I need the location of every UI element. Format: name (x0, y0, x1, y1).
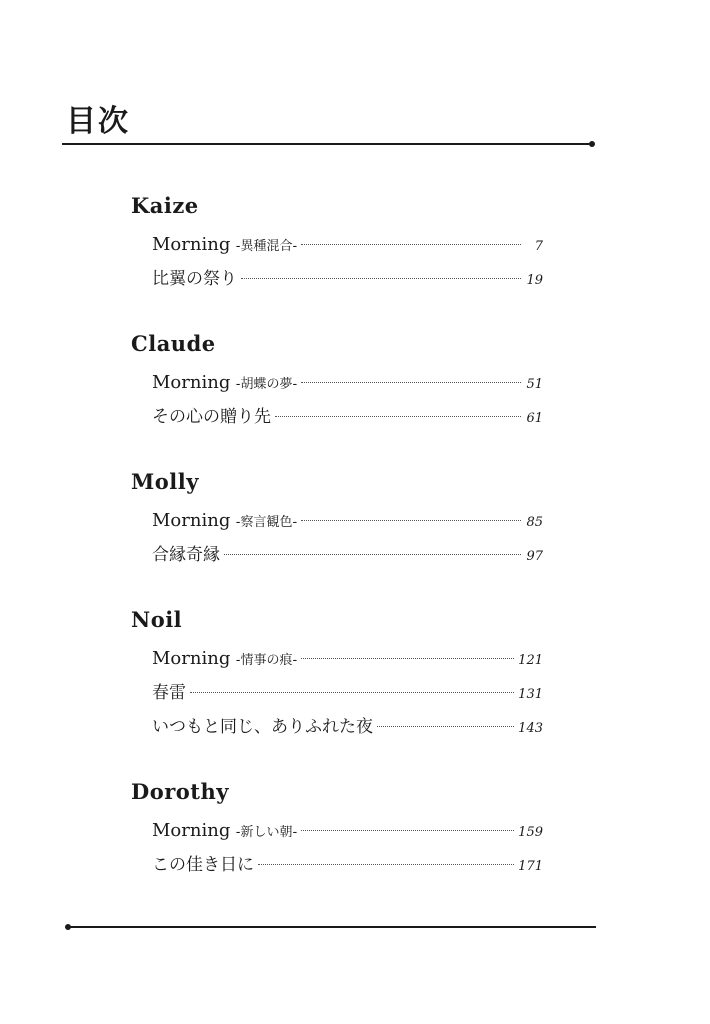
divider-dot (65, 924, 71, 930)
dot-leader (275, 416, 521, 417)
page-number: 19 (526, 273, 543, 288)
entry-title (152, 228, 297, 264)
page-number: 85 (526, 515, 543, 530)
entry-subtitle: -異種混合- (235, 239, 298, 254)
entry-title-text: 比翼の祭り (152, 269, 237, 289)
dot-leader (301, 658, 514, 659)
toc-entry[interactable] (152, 400, 543, 434)
toc-section (131, 778, 543, 882)
divider-dot (589, 141, 595, 147)
table-of-contents (131, 192, 543, 916)
entry-title (152, 366, 297, 402)
bottom-divider (68, 926, 596, 928)
dot-leader (224, 554, 521, 555)
entry-title-text: Morning (152, 820, 231, 841)
toc-entry[interactable] (152, 262, 543, 296)
entry-title (152, 848, 254, 882)
toc-entry[interactable] (152, 814, 543, 848)
dot-leader (258, 864, 514, 865)
toc-section (131, 192, 543, 296)
entry-title (152, 676, 186, 710)
entry-title-text: その心の贈り先 (152, 407, 271, 427)
page-number: 7 (534, 239, 543, 254)
toc-section (131, 468, 543, 572)
entry-subtitle: -情事の痕- (235, 653, 298, 668)
page-number: 121 (518, 653, 543, 668)
entry-title-text: いつもと同じ、ありふれた夜 (152, 717, 373, 737)
page-number: 131 (518, 687, 543, 702)
toc-section (131, 330, 543, 434)
page-number: 171 (518, 859, 543, 874)
toc-entry[interactable] (152, 642, 543, 676)
page-number: 51 (526, 377, 543, 392)
section-heading: Molly (131, 469, 199, 494)
entry-subtitle: -胡蝶の夢- (235, 377, 298, 392)
page-number: 143 (518, 721, 543, 736)
toc-entry[interactable] (152, 366, 543, 400)
entry-subtitle: -新しい朝- (235, 825, 298, 840)
toc-entry[interactable] (152, 228, 543, 262)
section-heading: Noil (131, 607, 183, 632)
entry-title-text: この佳き日に (152, 855, 254, 875)
page-number: 159 (518, 825, 543, 840)
entry-title (152, 710, 373, 744)
dot-leader (190, 692, 514, 693)
entry-title (152, 262, 237, 296)
entry-title (152, 814, 297, 850)
section-heading: Kaize (131, 193, 199, 218)
toc-section (131, 606, 543, 744)
entry-title-text: 春雷 (152, 683, 186, 703)
entry-title-text: Morning (152, 234, 231, 255)
dot-leader (301, 520, 521, 521)
dot-leader (301, 830, 514, 831)
dot-leader (241, 278, 521, 279)
entry-subtitle: -察言観色- (235, 515, 298, 530)
section-heading: Dorothy (131, 779, 229, 804)
entry-title-text: Morning (152, 648, 231, 669)
entry-title-text: Morning (152, 510, 231, 531)
entry-title (152, 642, 297, 678)
dot-leader (301, 244, 521, 245)
page-number: 97 (526, 549, 543, 564)
entry-title-text: 合縁奇縁 (152, 545, 220, 565)
page-number: 61 (526, 411, 543, 426)
toc-entry[interactable] (152, 504, 543, 538)
toc-entry[interactable] (152, 676, 543, 710)
dot-leader (301, 382, 521, 383)
dot-leader (377, 726, 514, 727)
entry-title (152, 504, 297, 540)
entry-title (152, 400, 271, 434)
top-divider (62, 143, 592, 145)
toc-entry[interactable] (152, 538, 543, 572)
toc-entry[interactable] (152, 848, 543, 882)
entry-title (152, 538, 220, 572)
page-title: 目次 (66, 104, 130, 139)
entry-title-text: Morning (152, 372, 231, 393)
section-heading: Claude (131, 331, 216, 356)
toc-entry[interactable] (152, 710, 543, 744)
